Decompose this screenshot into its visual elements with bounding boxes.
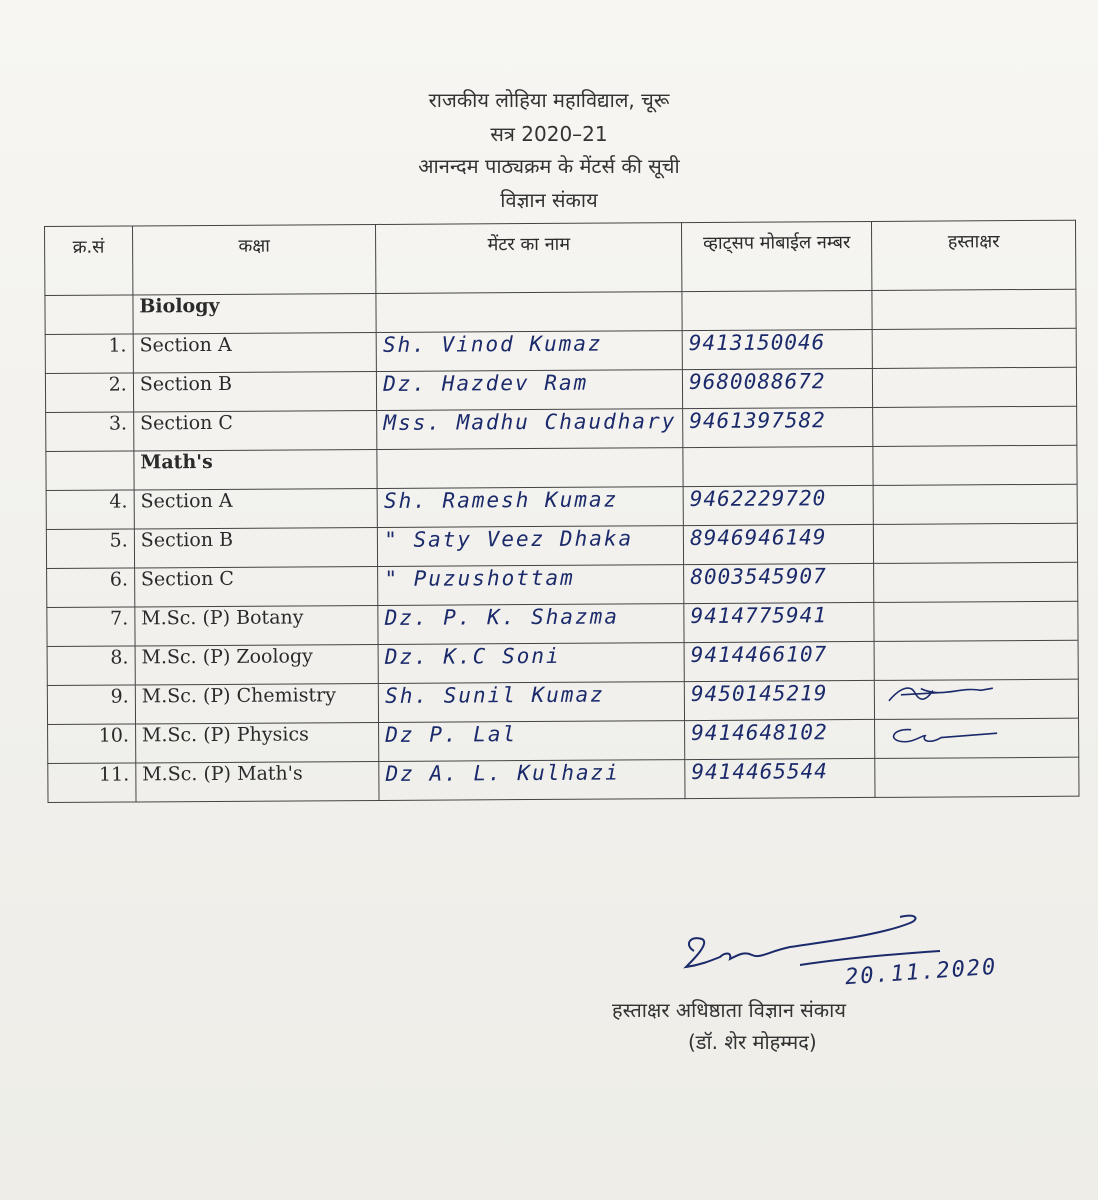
class-name: M.Sc. (P) Zoology	[135, 644, 379, 684]
table-row	[46, 523, 1077, 568]
phone-number: 9414465544	[685, 758, 875, 798]
signature-cell	[874, 601, 1078, 641]
table-row	[45, 367, 1076, 412]
phone-number: 9414648102	[685, 719, 875, 759]
signature-cell	[873, 406, 1077, 446]
class-name: M.Sc. (P) Math's	[136, 761, 380, 801]
signature-cell	[875, 757, 1079, 797]
header-class: कक्षा	[132, 224, 376, 294]
table-row	[47, 601, 1078, 646]
group-label-biology: Biology	[133, 293, 377, 333]
mentor-name: Dz. K.C Soni	[378, 643, 684, 684]
serial-number: 3.	[46, 412, 134, 452]
signature-cell	[874, 562, 1078, 602]
class-name: Section C	[133, 410, 377, 450]
group-serial-cell	[46, 451, 134, 491]
mentor-name: " Saty Veez Dhaka	[378, 526, 684, 567]
mentor-name: Sh. Sunil Kumaz	[379, 682, 685, 723]
mentor-name: Dz. Hazdev Ram	[377, 370, 683, 411]
class-name: M.Sc. (P) Chemistry	[135, 683, 379, 723]
serial-number: 5.	[46, 529, 134, 569]
list-title: आनन्दम पाठ्यक्रम के मेंटर्स की सूची	[418, 154, 680, 178]
signature-cell	[872, 328, 1076, 368]
signature-scribble-icon	[881, 680, 1072, 711]
serial-number: 9.	[47, 685, 135, 725]
session-line: सत्र 2020–21	[490, 122, 608, 146]
phone-number: 9414466107	[684, 641, 874, 681]
mentor-name: Dz. P. K. Shazma	[378, 604, 684, 645]
class-name: Section A	[134, 488, 378, 528]
phone-number: 9450145219	[684, 680, 874, 720]
signature-date: 20.11.2020	[844, 954, 999, 991]
signatory-title: हस्ताक्षर अधिष्ठाता विज्ञान संकाय	[612, 998, 846, 1022]
mentor-name: Dz P. Lal	[379, 721, 685, 762]
table-row	[48, 718, 1079, 763]
table-row	[47, 640, 1078, 685]
mentor-name: Dz A. L. Kulhazi	[379, 760, 685, 801]
group-empty-cell	[872, 289, 1076, 329]
signature-cell	[874, 679, 1078, 719]
college-name: राजकीय लोहिया महाविद्याल, चूरू	[428, 88, 670, 112]
mentor-name: Mss. Madhu Chaudhary	[377, 409, 683, 450]
signature-cell	[873, 367, 1077, 407]
group-serial-cell	[45, 295, 133, 335]
class-name: M.Sc. (P) Physics	[135, 722, 379, 762]
serial-number: 4.	[46, 490, 134, 530]
signature-cell	[873, 484, 1077, 524]
signatory-name: (डॉ. शेर मोहम्मद)	[688, 1030, 817, 1054]
group-row-biology	[45, 289, 1076, 334]
table-row	[45, 328, 1076, 373]
mentor-name: Sh. Ramesh Kumaz	[377, 487, 683, 528]
serial-number: 2.	[45, 373, 133, 413]
table-row	[46, 406, 1077, 451]
faculty-name: विज्ञान संकाय	[500, 188, 598, 212]
group-empty-cell	[682, 290, 872, 330]
group-empty-cell	[873, 445, 1077, 485]
table-row	[47, 679, 1078, 724]
phone-number: 9414775941	[684, 602, 874, 642]
phone-number: 9462229720	[683, 485, 873, 525]
signature-cell	[873, 523, 1077, 563]
class-name: Section C	[134, 566, 378, 606]
serial-number: 11.	[48, 763, 136, 803]
mentor-name: " Puzushottam	[378, 565, 684, 606]
mentors-table	[44, 220, 1080, 803]
header-signature: हस्ताक्षर	[872, 220, 1076, 290]
table-header-row	[45, 220, 1076, 295]
group-empty-cell	[683, 446, 873, 486]
phone-number: 9680088672	[683, 368, 873, 408]
signature-cell	[874, 640, 1078, 680]
group-empty-cell	[377, 448, 683, 489]
mentor-name: Sh. Vinod Kumaz	[376, 331, 682, 372]
class-name: Section B	[134, 527, 378, 567]
phone-number: 9413150046	[682, 329, 872, 369]
header-mentor: मेंटर का नाम	[376, 223, 682, 294]
signature-cell	[875, 718, 1079, 758]
class-name: Section B	[133, 371, 377, 411]
serial-number: 10.	[48, 724, 136, 764]
table-row	[48, 757, 1079, 802]
group-empty-cell	[376, 292, 682, 333]
group-row-maths	[46, 445, 1077, 490]
phone-number: 8003545907	[684, 563, 874, 603]
class-name: M.Sc. (P) Botany	[135, 605, 379, 645]
group-label-maths: Math's	[134, 449, 378, 489]
table-row	[46, 484, 1077, 529]
phone-number: 9461397582	[683, 407, 873, 447]
serial-number: 1.	[45, 334, 133, 374]
serial-number: 7.	[47, 607, 135, 647]
header-serial: क्र.सं	[45, 226, 133, 296]
phone-number: 8946946149	[683, 524, 873, 564]
header-phone: व्हाट्सप मोबाईल नम्बर	[682, 221, 872, 291]
signature-scribble-icon	[881, 719, 1072, 750]
table-row	[47, 562, 1078, 607]
serial-number: 6.	[47, 568, 135, 608]
class-name: Section A	[133, 332, 377, 372]
serial-number: 8.	[47, 646, 135, 686]
